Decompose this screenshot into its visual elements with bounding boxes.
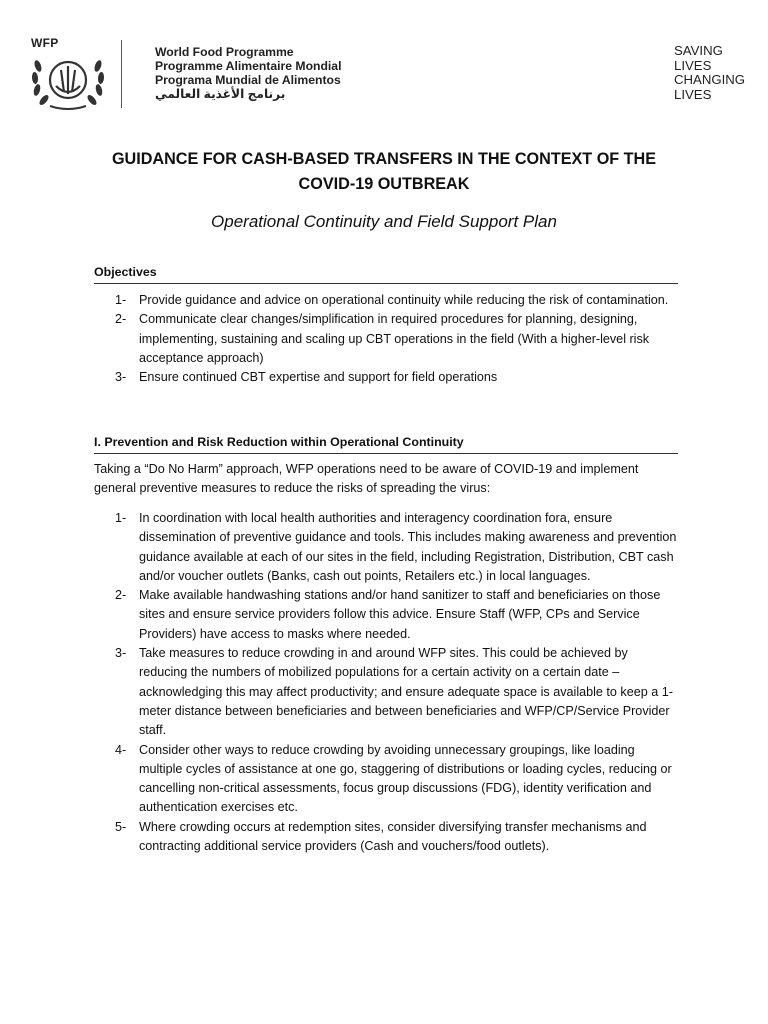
list-item (94, 310, 678, 368)
list-item-text: Where crowding occurs at redemption sites, consider diversifying transfer mechanisms and contracting additional service providers (Cash and vouchers/food outlets). (139, 819, 647, 854)
list-number: 3- (115, 646, 127, 661)
tagline-line: CHANGING (674, 72, 746, 88)
list-item (94, 644, 678, 740)
measures-list (94, 509, 678, 856)
list-item (94, 291, 678, 310)
objectives-list (94, 291, 678, 387)
section-intro: Taking a “Do No Harm” approach, WFP operations need to be aware of COVID-19 and implement general preventive measures to reduce the risks of spreading the virus: (94, 462, 639, 496)
list-number: 2- (115, 312, 127, 327)
list-item-text: Make available handwashing stations and/or hand sanitizer to staff and beneficiaries on those sites and ensure service providers follow this advice. Ensure Staff (WFP, CPs and Service Providers) have access to masks where needed. (139, 588, 661, 641)
list-item-text: Provide guidance and advice on operational continuity while reducing the risk of contamination. (139, 293, 669, 307)
list-item-text: Take measures to reduce crowding in and around WFP sites. This could be achieved by reducing the numbers of mobilized populations for a certain activity on a certain date – acknowledging this may affect productivity; and ensure adequate space is available to keep a 1-meter distance between beneficiaries and between beneficiaries and WFP/CP/Service Provider staff. (139, 646, 673, 738)
list-number: 3- (115, 370, 127, 385)
org-name-ar: برنامج الأغذية العالمي (155, 87, 286, 101)
tagline (674, 44, 745, 102)
list-number: 1- (115, 293, 127, 307)
org-name-es: Programa Mundial de Alimentos (155, 73, 341, 87)
list-number: 4- (115, 742, 127, 757)
tagline-line: SAVING (674, 43, 723, 58)
section-heading: I. Prevention and Risk Reduction within Operational Continuity (94, 434, 678, 454)
org-name-fr: Programme Alimentaire Mondial (155, 59, 342, 73)
document-title (0, 147, 768, 197)
org-name-en: World Food Programme (155, 45, 294, 59)
list-item (94, 368, 678, 387)
logo-abbreviation: WFP (31, 36, 59, 50)
title-line: COVID-19 OUTBREAK (298, 175, 470, 193)
objectives-heading: Objectives (94, 264, 678, 284)
list-item-text: Ensure continued CBT expertise and support for field operations (139, 370, 498, 385)
list-item-text: In coordination with local health authorities and interagency coordination fora, ensure dissemination of preventive guidance and tools. This includes making awareness and prevention guidance available at each of our sites in the field, including Registration, Distribution, CBT cash and/or voucher outlets (Banks, cash out points, Retailers etc.) in local languages. (139, 511, 677, 583)
document-subtitle: Operational Continuity and Field Support Plan (211, 212, 557, 231)
list-number: 2- (115, 588, 127, 603)
list-item-text: Communicate clear changes/simplification in required procedures for planning, designing, implementing, sustaining and scaling up CBT operations in the field (With a higher-level risk acceptance approach) (139, 312, 650, 365)
organization-names (155, 45, 341, 101)
list-item (94, 741, 678, 818)
header-divider (121, 40, 122, 108)
list-number: 1- (115, 511, 127, 525)
list-item (94, 586, 678, 644)
tagline-line: LIVES (674, 57, 712, 73)
list-number: 5- (115, 819, 127, 834)
list-item-text: Consider other ways to reduce crowding by avoiding unnecessary groupings, like loading multiple cycles of assistance at one go, staggering of distributions or loading cycles, reducing or cancelling non-critical assessments, focus group discussions (FDG), identity verification and authentication exercises etc. (139, 742, 672, 815)
document-header (0, 0, 768, 115)
list-item (94, 818, 678, 857)
list-item (94, 509, 678, 586)
title-line: GUIDANCE FOR CASH-BASED TRANSFERS IN THE CONTEXT OF THE (111, 150, 657, 168)
tagline-line: LIVES (674, 86, 712, 102)
